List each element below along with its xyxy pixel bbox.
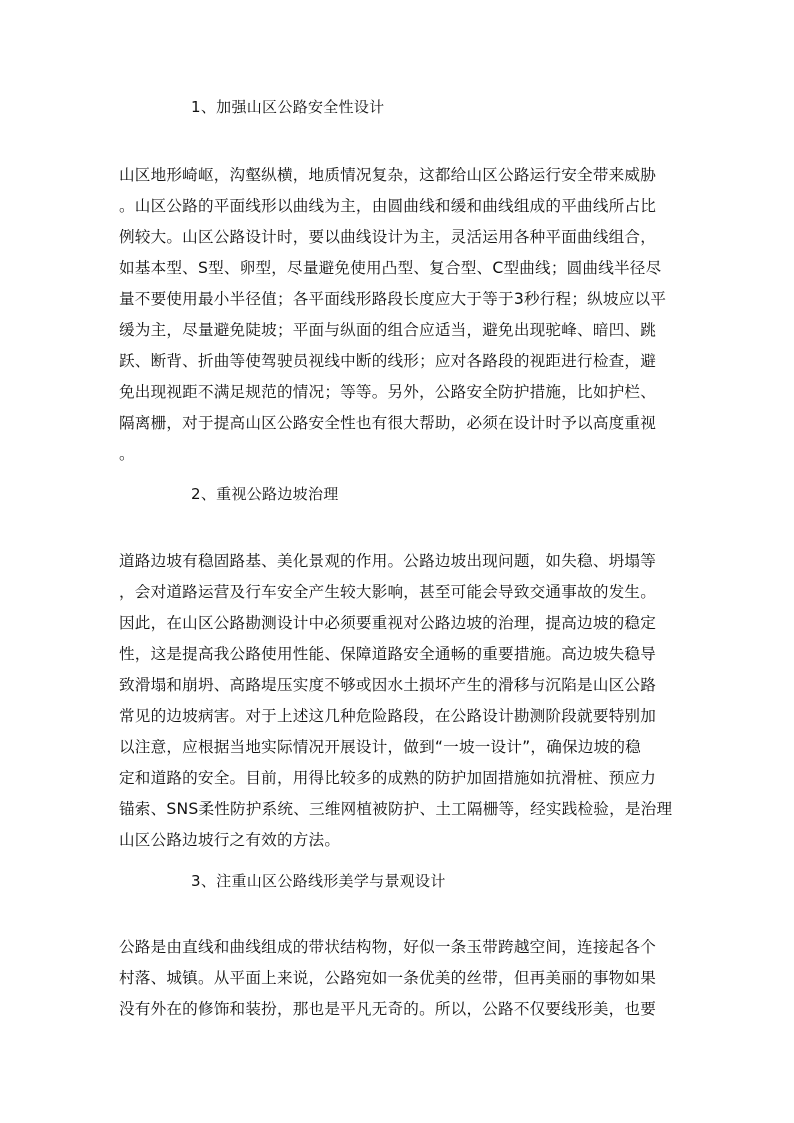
section-3-paragraph [119,932,679,1025]
text-line: 常见的边坡病害。对于上述这几种危险路段，在公路设计勘测阶段就要特别加 [119,707,656,725]
section-3-heading: 3、注重山区公路线形美学与景观设计 [191,872,446,890]
text-line: 跃、断背、折曲等使驾驶员视线中断的线形；应对各路段的视距进行检查，避 [119,352,656,370]
section-2-paragraph [119,546,679,856]
section-1-paragraph [119,160,679,470]
text-line: 隔离栅，对于提高山区公路安全性也有很大帮助，必须在设计时予以高度重视 [119,414,656,432]
text-line: 。 [119,445,135,463]
text-line: 致滑塌和崩坍、高路堤压实度不够或因水土损坏产生的滑移与沉陷是山区公路 [119,676,656,694]
text-line: 因此，在山区公路勘测设计中必须要重视对公路边坡的治理，提高边坡的稳定 [119,614,656,632]
text-line: 道路边坡有稳固路基、美化景观的作用。公路边坡出现问题，如失稳、坍塌等 [119,552,656,570]
text-line: 性，这是提高我公路使用性能、保障道路安全通畅的重要措施。高边坡失稳导 [119,645,656,663]
text-line: 缓为主，尽量避免陡坡；平面与纵面的组合应适当，避免出现驼峰、暗凹、跳 [119,321,656,339]
text-line: 例较大。山区公路设计时，要以曲线设计为主，灵活运用各种平面曲线组合， [119,228,656,246]
text-line: 以注意，应根据当地实际情况开展设计，做到“一坡一设计”，确保边坡的稳 [119,738,641,756]
text-line: 公路是由直线和曲线组成的带状结构物，好似一条玉带跨越空间，连接起各个 [119,938,656,956]
text-line: 锚索、SNS柔性防护系统、三维网植被防护、土工隔栅等，经实践检验，是治理 [119,800,673,818]
text-line: 定和道路的安全。目前，用得比较多的成熟的防护加固措施如抗滑桩、预应力 [119,769,656,787]
text-line: 免出现视距不满足规范的情况；等等。另外，公路安全防护措施，比如护栏、 [119,383,656,401]
text-line: 如基本型、S型、卵型，尽量避免使用凸型、复合型、C型曲线；圆曲线半径尽 [119,259,662,277]
text-line: ，会对道路运营及行车安全产生较大影响，甚至可能会导致交通事故的发生。 [119,583,656,601]
text-line: 没有外在的修饰和装扮，那也是平凡无奇的。所以，公路不仅要线形美，也要 [119,1000,656,1018]
section-2-heading: 2、重视公路边坡治理 [191,485,339,503]
text-line: 村落、城镇。从平面上来说，公路宛如一条优美的丝带，但再美丽的事物如果 [119,969,656,987]
text-line: 。山区公路的平面线形以曲线为主，由圆曲线和缓和曲线组成的平曲线所占比 [119,197,656,215]
text-line: 山区地形崎岖，沟壑纵横，地质情况复杂，这都给山区公路运行安全带来威胁 [119,166,656,184]
text-line: 山区公路边坡行之有效的方法。 [119,831,341,849]
text-line: 量不要使用最小半径值；各平面线形路段长度应大于等于3秒行程；纵坡应以平 [119,290,667,308]
section-1-heading: 1、加强山区公路安全性设计 [191,98,385,116]
